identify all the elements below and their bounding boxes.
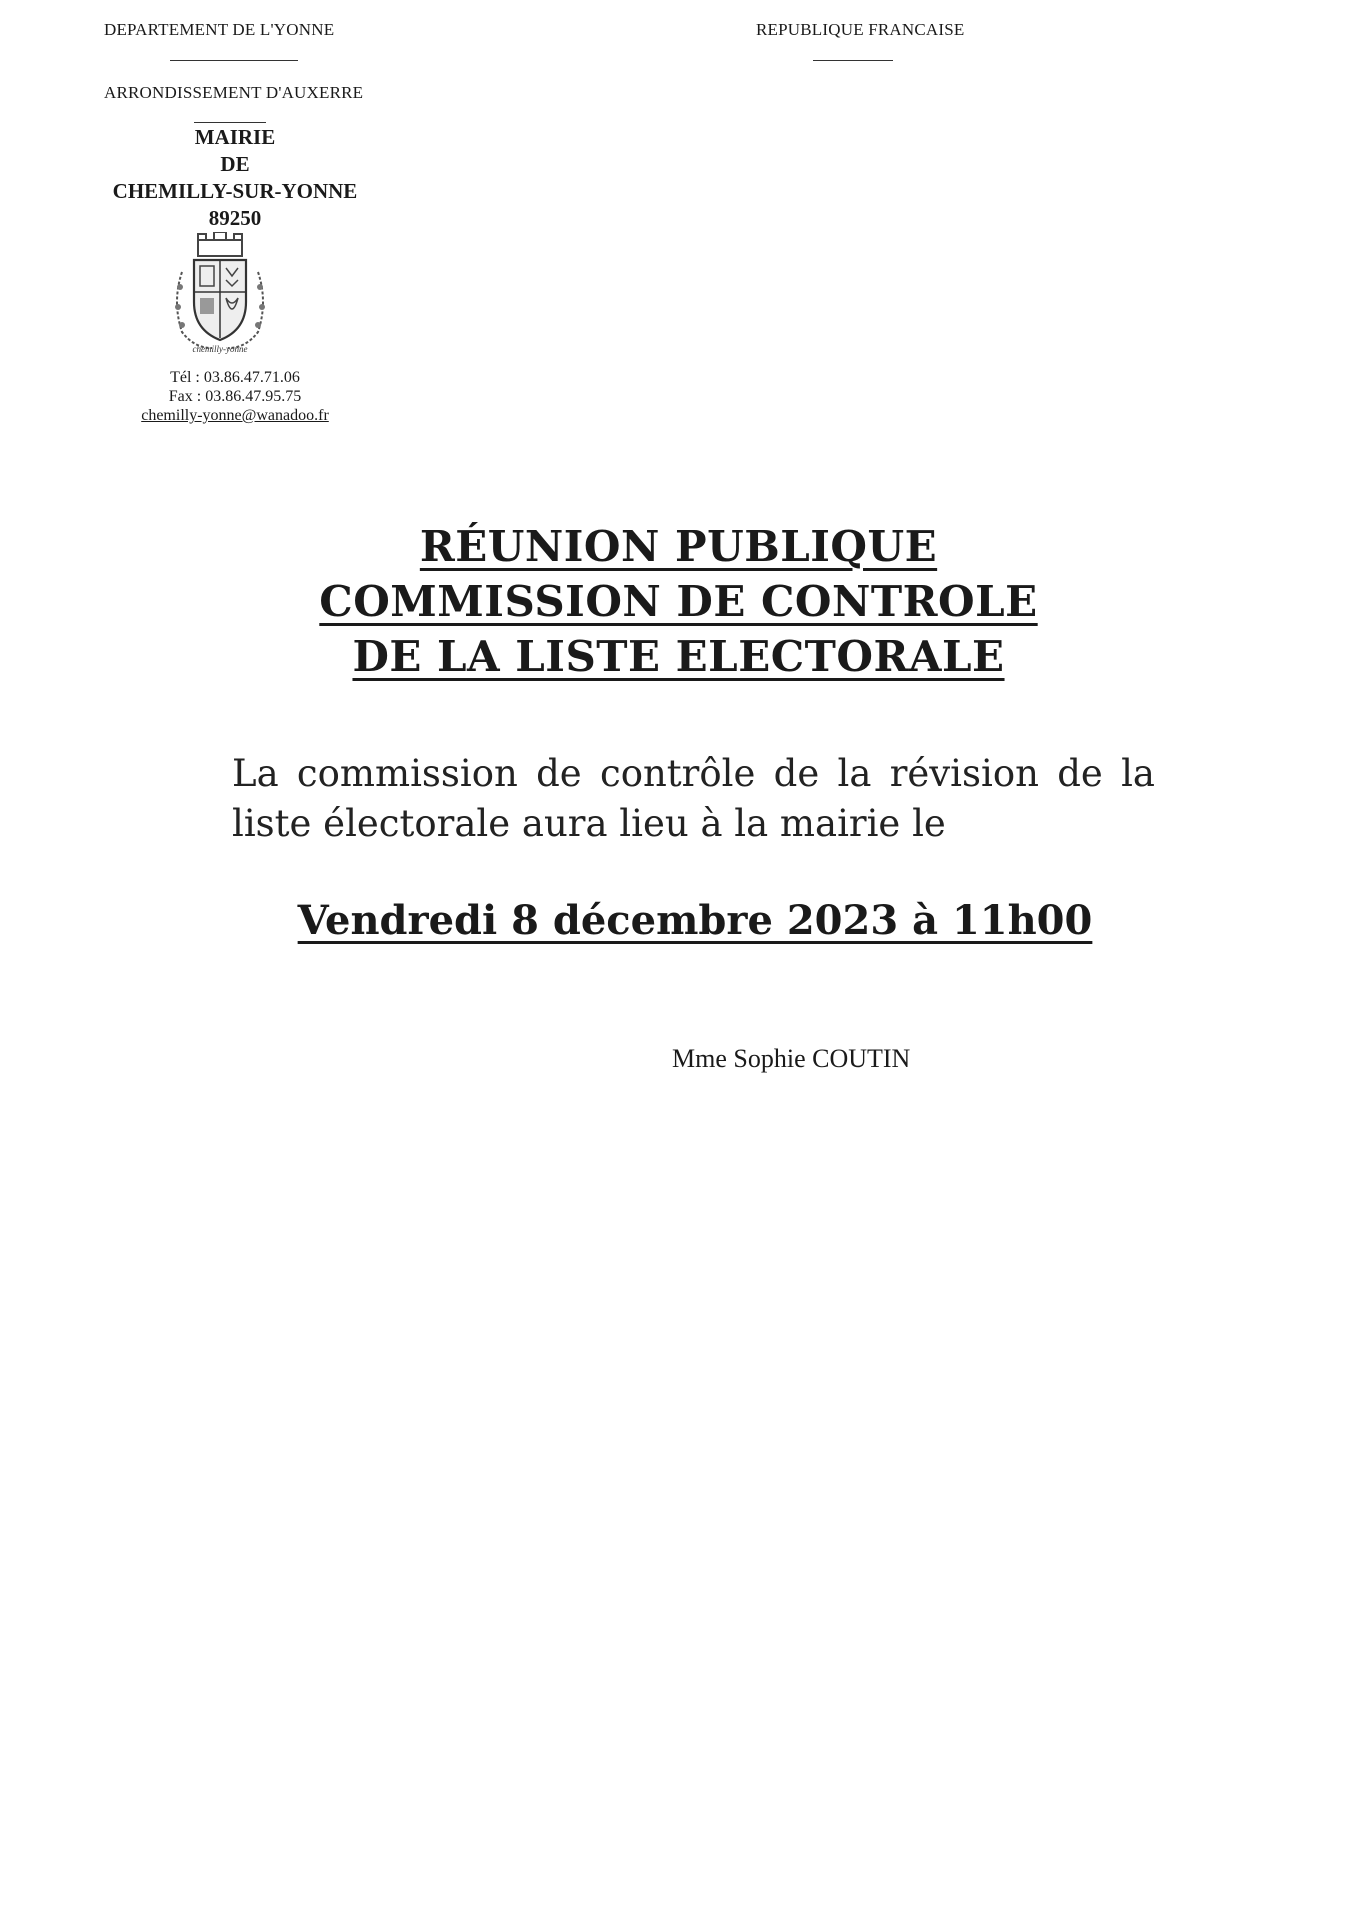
- mairie-block: [100, 124, 370, 232]
- meeting-date-text: Vendredi 8 décembre 2023 à 11h00: [297, 897, 1093, 944]
- mairie-line: DE: [220, 152, 250, 176]
- fax-number: Fax : 03.86.47.95.75: [168, 388, 302, 405]
- title-line-3: [0, 632, 1357, 681]
- title-text: DE LA LISTE ELECTORALE: [352, 632, 1005, 681]
- title-text: RÉUNION PUBLIQUE: [419, 522, 938, 571]
- departement-divider: [170, 60, 298, 61]
- republique-label: REPUBLIQUE FRANCAISE: [756, 20, 965, 39]
- arrondissement-divider: [194, 122, 266, 123]
- coat-of-arms-seal: [168, 232, 272, 362]
- coat-of-arms-icon: [168, 232, 272, 362]
- telephone-number: Tél : 03.86.47.71.06: [170, 369, 300, 386]
- meeting-date: [0, 897, 1357, 944]
- contact-block: [100, 368, 370, 425]
- announcement-paragraph: La commission de contrôle de la révision de la liste électorale aura lieu à la mairie le: [232, 752, 1155, 845]
- title-text: COMMISSION DE CONTROLE: [319, 577, 1038, 626]
- title-line-2: [0, 577, 1357, 626]
- seal-caption: chemilly-yonne: [192, 344, 248, 354]
- email-address: chemilly-yonne@wanadoo.fr: [141, 407, 329, 424]
- arrondissement-label: ARRONDISSEMENT D'AUXERRE: [104, 83, 364, 102]
- title-line-1: [0, 522, 1357, 571]
- signature-name: Mme Sophie COUTIN: [672, 1044, 911, 1073]
- mairie-line: CHEMILLY-SUR-YONNE: [112, 179, 358, 203]
- mairie-line: 89250: [208, 206, 262, 230]
- departement-label: DEPARTEMENT DE L'YONNE: [104, 20, 335, 39]
- republique-divider: [813, 60, 893, 61]
- mairie-line: MAIRIE: [194, 125, 276, 149]
